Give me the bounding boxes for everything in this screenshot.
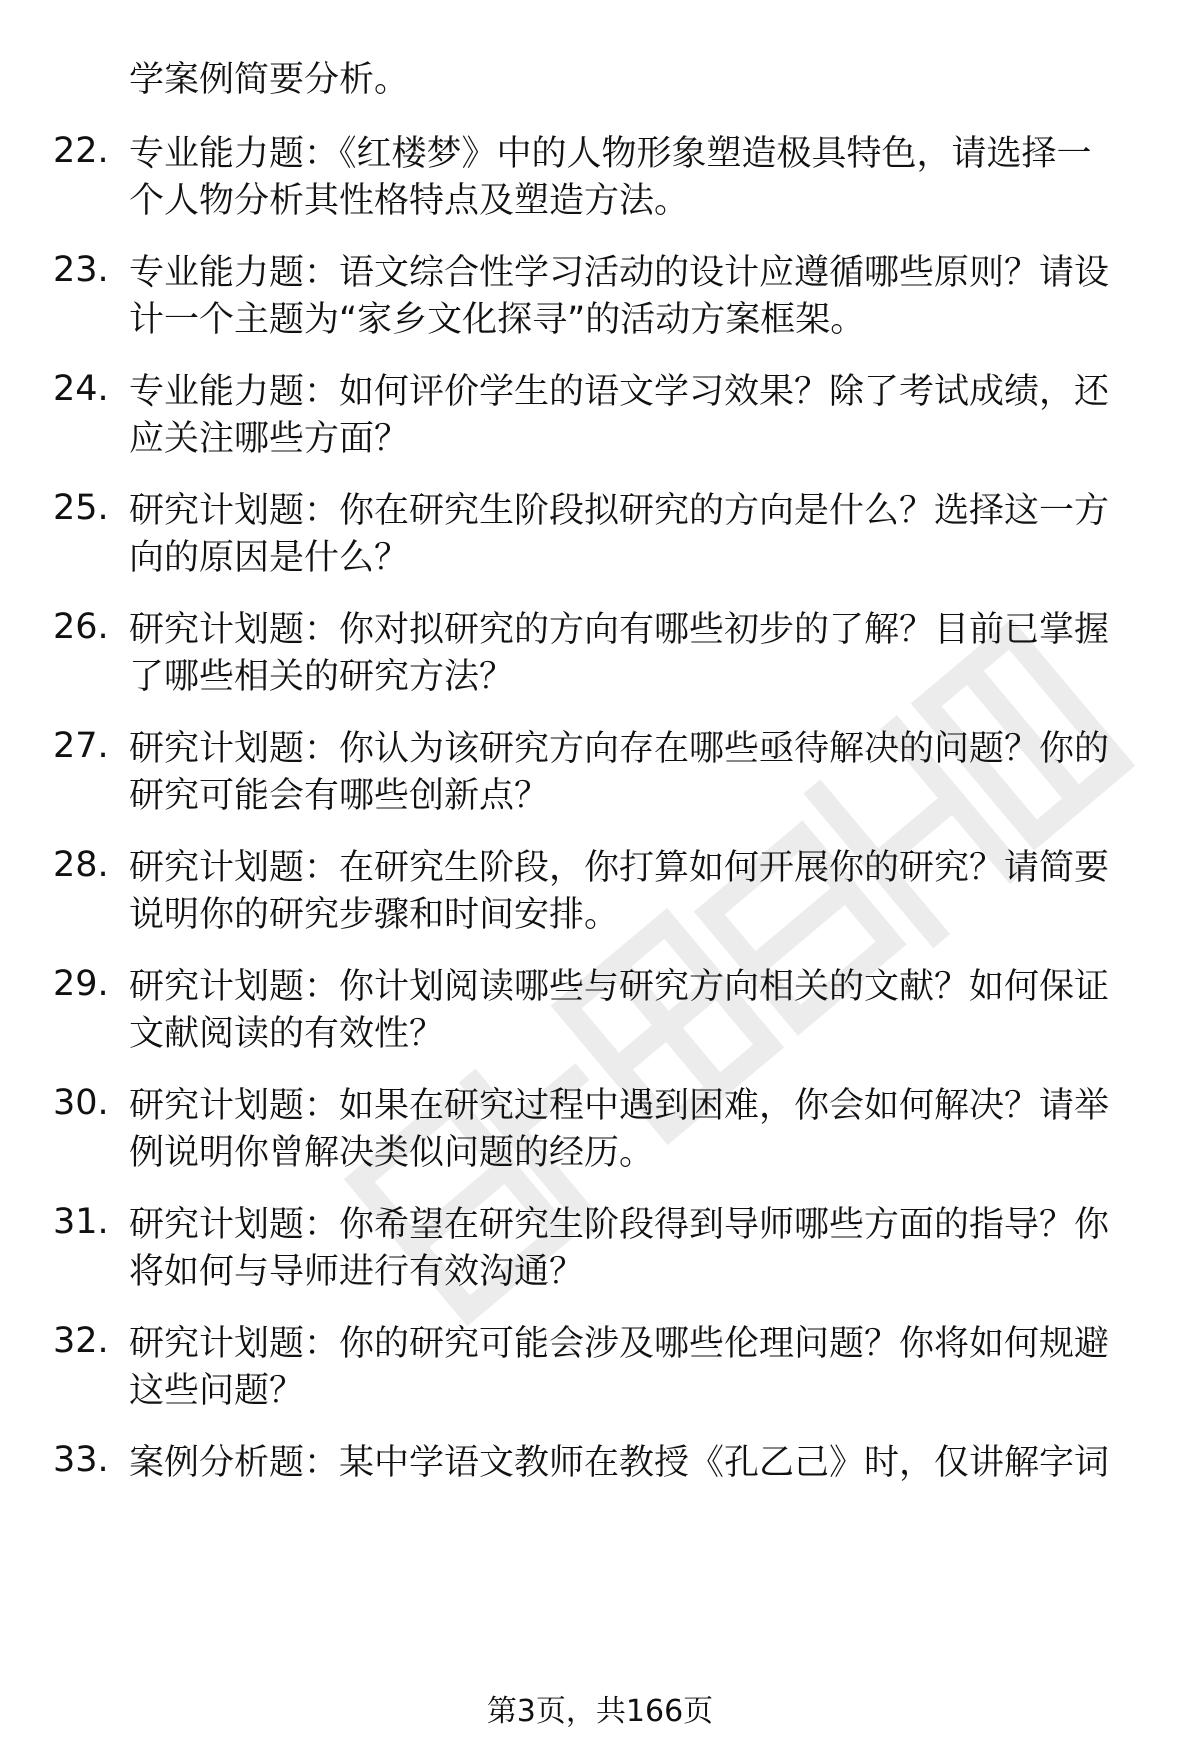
- question-text-line: 研究计划题：你对拟研究的方向有哪些初步的了解？目前已掌握: [129, 610, 1110, 650]
- question-number: 23.: [53, 250, 109, 290]
- question-text-line: 研究计划题：你的研究可能会涉及哪些伦理问题？你将如何规避: [129, 1324, 1110, 1364]
- question-text: [129, 1440, 1139, 1487]
- question-number: 25.: [53, 488, 109, 528]
- question-number: 30.: [53, 1083, 109, 1123]
- question-number: 28.: [53, 845, 109, 885]
- question-number: 32.: [53, 1321, 109, 1361]
- question-number: 22.: [53, 131, 109, 171]
- question-text-line: 应关注哪些方面？: [129, 419, 410, 459]
- question-text-line: 专业能力题：《红楼梦》中的人物形象塑造极具特色，请选择一: [129, 134, 1092, 174]
- question-number: 31.: [53, 1202, 109, 1242]
- question-text-line: 例说明你曾解决类似问题的经历。: [129, 1133, 655, 1173]
- question-text-line: 研究计划题：你计划阅读哪些与研究方向相关的文献？如何保证: [129, 967, 1110, 1007]
- question-text-line: 专业能力题：如何评价学生的语文学习效果？除了考试成绩，还: [129, 372, 1110, 412]
- question-text: [129, 131, 1139, 225]
- question-text-line: 研究计划题：你在研究生阶段拟研究的方向是什么？选择这一方: [129, 491, 1110, 531]
- question-number: 33.: [53, 1440, 109, 1480]
- question-text: [129, 964, 1139, 1058]
- question-text: [129, 845, 1139, 939]
- question-text-line: 将如何与导师进行有效沟通？: [129, 1252, 585, 1292]
- question-text-line: 这些问题？: [129, 1371, 305, 1411]
- question-text-line: 研究计划题：如果在研究过程中遇到困难，你会如何解决？请举: [129, 1086, 1110, 1126]
- question-text-line: 研究可能会有哪些创新点？: [129, 776, 550, 816]
- question-text-line: 向的原因是什么？: [129, 538, 410, 578]
- question-text-line: 案例分析题：某中学语文教师在教授《孔乙己》时，仅讲解字词: [129, 1443, 1110, 1483]
- question-text-line: 专业能力题：语文综合性学习活动的设计应遵循哪些原则？请设: [129, 253, 1110, 293]
- question-text: [129, 1321, 1139, 1415]
- page-footer: 第3页，共166页: [486, 1694, 714, 1729]
- question-text: [129, 369, 1139, 463]
- question-text-line: 文献阅读的有效性？: [129, 1014, 445, 1054]
- question-text: [129, 607, 1139, 701]
- question-text-line: 个人物分析其性格特点及塑造方法。: [129, 181, 690, 221]
- question-text: [129, 726, 1139, 820]
- question-number: 27.: [53, 726, 109, 766]
- question-text-line: 研究计划题：你认为该研究方向存在哪些亟待解决的问题？你的: [129, 729, 1110, 769]
- question-text-line: 计一个主题为“家乡文化探寻”的活动方案框架。: [129, 300, 866, 340]
- question-text: [129, 1202, 1139, 1296]
- question-text: [129, 1083, 1139, 1177]
- question-number: 24.: [53, 369, 109, 409]
- question-text: [129, 488, 1139, 582]
- question-text-line: 了哪些相关的研究方法？: [129, 657, 515, 697]
- question-text-line: 研究计划题：你希望在研究生阶段得到导师哪些方面的指导？你: [129, 1205, 1110, 1245]
- question-number: 26.: [53, 607, 109, 647]
- continuation-line: 学案例简要分析。: [129, 60, 410, 100]
- question-text-line: 说明你的研究步骤和时间安排。: [129, 895, 620, 935]
- question-number: 29.: [53, 964, 109, 1004]
- question-text-line: 研究计划题：在研究生阶段，你打算如何开展你的研究？请简要: [129, 848, 1110, 888]
- question-text: [129, 250, 1139, 344]
